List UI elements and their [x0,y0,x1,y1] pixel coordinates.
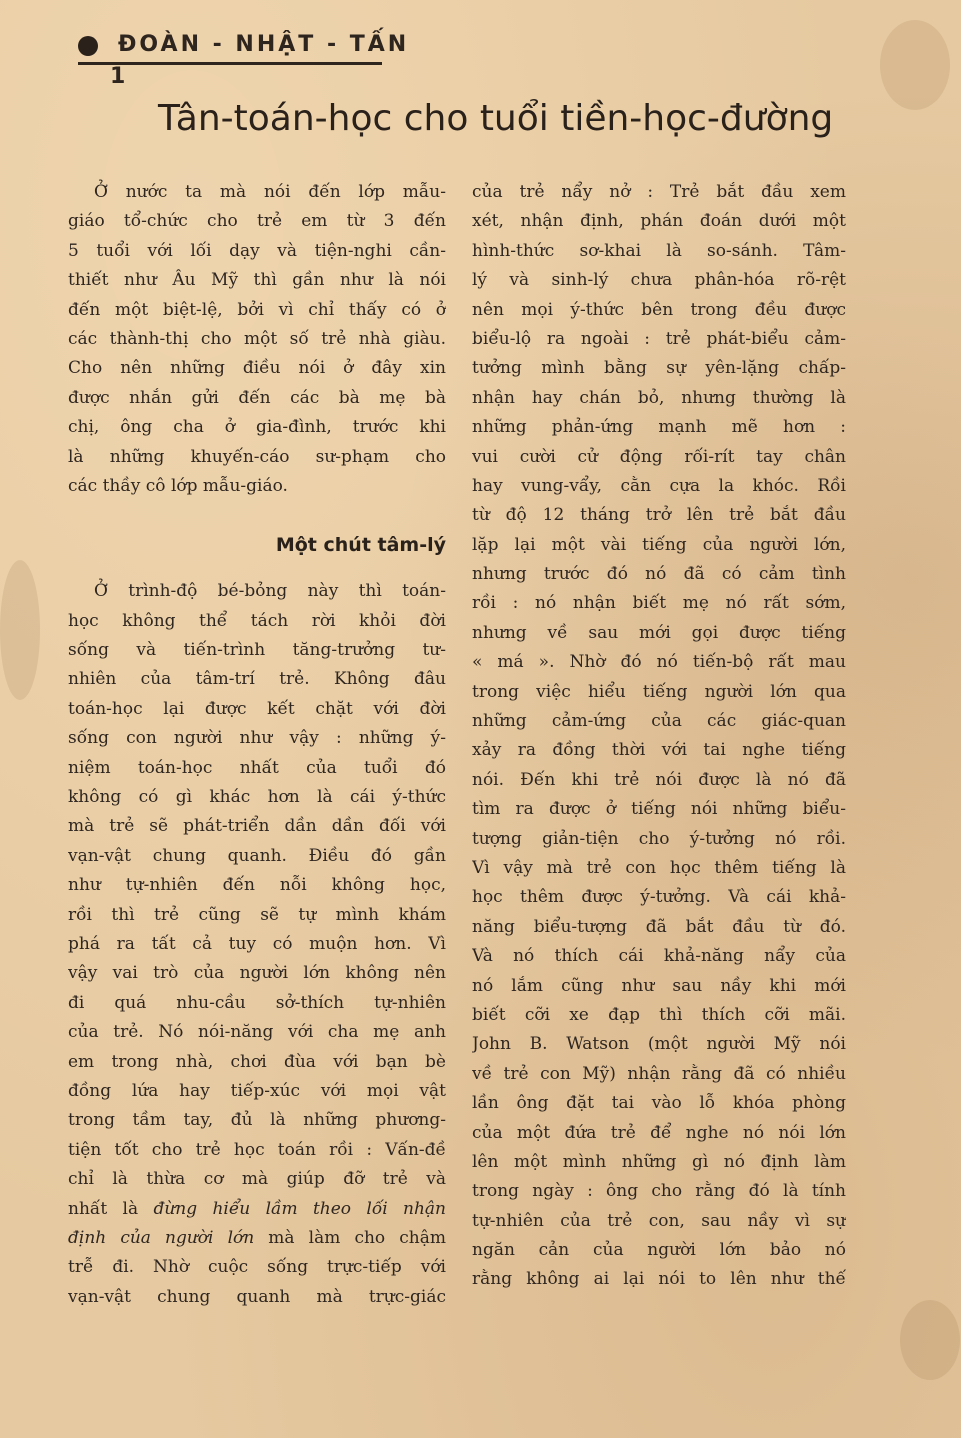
paper-stain [900,1300,960,1380]
text-line: các thành-thị cho một số trẻ nhà giàu. [68,328,446,349]
text-line: vạn-vật chung quanh mà trực-giác [68,1286,446,1307]
text-line: nói. Đến khi trẻ nói được là nó đã [472,769,846,790]
text-line: vậy vai trò của người lớn không nên [68,963,446,984]
author-name: ĐOÀN - NHẬT - TẤN [118,32,410,57]
text-line: ngăn cản của người lớn bảo nó [472,1240,846,1261]
text-line: lặp lại một vài tiếng của người lớn, [472,534,846,555]
text-line: biết cỡi xe đạp thì thích cỡi mãi. [472,1004,846,1025]
text-line: những cảm-ứng của các giác-quan [472,711,846,732]
paper-stain [0,560,40,700]
left-column [68,178,446,1312]
text-line: nhận hay chán bỏ, nhưng thường là [472,387,846,408]
text-line: sống và tiến-trình tăng-trưởng tư- [68,640,446,661]
text-line: « má ». Nhờ đó nó tiến-bộ rất mau [472,652,846,673]
text-line: trong tầm tay, đủ là những phương- [68,1110,446,1131]
text-line: đến một biệt-lệ, bởi vì chỉ thấy có ở [68,299,446,320]
text-line: Cho nên những điều nói ở đây xin [68,358,446,379]
text-line: Và nó thích cái khả-năng nẩy của [472,946,846,967]
text-line: trong ngày : ông cho rằng đó là tính [472,1181,846,1202]
text-line: sống con người như vậy : những ý- [68,728,446,749]
text-line: thiết như Âu Mỹ thì gần như là nói [68,270,446,291]
text-line: không có gì khác hơn là cái ý-thức [68,787,446,808]
text-line: như tự-nhiên đến nỗi không học, [68,875,446,896]
text-line: tượng giản-tiện cho ý-tưởng nó rồi. [472,828,846,849]
italic-span: đừng hiểu lầm theo lối nhận [153,1198,446,1219]
text-line: nhưng về sau mới gọi được tiếng [472,622,846,643]
text-line: tiện tốt cho trẻ học toán rồi : Vấn-đề [68,1139,446,1160]
text-line [68,1224,446,1253]
text-line: là những khuyến-cáo sư-phạm cho [68,446,446,467]
bullet-icon [78,36,98,56]
text-line: Vì vậy mà trẻ con học thêm tiếng là [472,857,846,878]
text-line: được nhắn gửi đến các bà mẹ bà [68,387,446,408]
text-line: em trong nhà, chơi đùa với bạn bè [68,1051,446,1072]
text-line: rằng không ai lại nói to lên như thế [472,1269,846,1290]
paper-stain [880,20,950,110]
text-line [68,1195,446,1224]
text-line: lên một mình những gì nó định làm [472,1151,846,1172]
text-line: những phản-ứng mạnh mẽ hơn : [472,417,846,438]
text-line: học thêm được ý-tưởng. Và cái khả- [472,887,846,908]
text-line: rồi : nó nhận biết mẹ nó rất sớm, [472,593,846,614]
text-line: trong việc hiểu tiếng người lớn qua [472,681,846,702]
text-line: các thầy cô lớp mẫu-giáo. [68,475,288,496]
text-line: John B. Watson (một người Mỹ nói [472,1034,846,1055]
text-line: nhưng trước đó nó đã có cảm tình [472,564,846,585]
text-line: phá ra tất cả tuy có muộn hơn. Vì [68,933,446,954]
text-line: của trẻ nẩy nở : Trẻ bắt đầu xem [472,182,846,202]
page-number: 1 [110,64,126,89]
text-line: niệm toán-học nhất của tuổi đó [68,757,446,778]
text-line: tưởng mình bằng sự yên-lặng chấp- [472,358,846,379]
section-subheading: Một chút tâm-lý [275,534,446,557]
text-line: toán-học lại được kết chặt với đời [68,698,446,719]
text-line: hình-thức sơ-khai là so-sánh. Tâm- [472,240,846,261]
text-line: lý và sinh-lý chưa phân-hóa rõ-rệt [472,270,846,291]
text-line: học không thể tách rời khỏi đời [68,610,446,631]
text-line: chị, ông cha ở gia-đình, trước khi [68,417,446,438]
text-line: năng biểu-tượng đã bắt đầu từ đó. [472,916,846,937]
text-line: trễ đi. Nhờ cuộc sống trực-tiếp với [68,1257,446,1278]
text-line: nên mọi ý-thức bên trong đều được [472,299,846,320]
text-line: tự-nhiên của trẻ con, sau nầy vì sự [472,1210,846,1231]
text-line: mà trẻ sẽ phát-triển dần dần đối với [68,816,446,837]
text-line: xét, nhận định, phán đoán dưới một [472,211,846,232]
text-line: của một đứa trẻ để nghe nó nói lớn [472,1122,846,1143]
text-line: giáo tổ-chức cho trẻ em từ 3 đến [68,211,446,232]
text-span: nhất là [68,1198,154,1219]
text-line: của trẻ. Nó nói-năng với cha mẹ anh [68,1022,446,1043]
text-span: mà làm cho chậm [254,1227,446,1248]
text-line: rồi thì trẻ cũng sẽ tự mình khám [68,904,446,925]
text-line: Ở nước ta mà nói đến lớp mẫu- [94,182,446,202]
text-line: nhiên của tâm-trí trẻ. Không đâu [68,669,446,690]
text-line: biểu-lộ ra ngoài : trẻ phát-biểu cảm- [472,328,846,349]
text-line: xảy ra đồng thời với tai nghe tiếng [472,740,846,761]
text-line: nó lắm cũng như sau nầy khi mới [472,975,846,996]
text-line: từ độ 12 tháng trở lên trẻ bắt đầu [472,505,846,526]
text-line: về trẻ con Mỹ) nhận rằng đã có nhiều [472,1063,846,1084]
text-line: hay vung-vẩy, cằn cựa la khóc. Rồi [472,475,846,496]
text-line: vui cười cử động rối-rít tay chân [472,446,846,467]
text-line: đi quá nhu-cầu sở-thích tự-nhiên [68,992,446,1013]
text-line: đồng lứa hay tiếp-xúc với mọi vật [68,1080,446,1101]
text-line: tìm ra được ở tiếng nói những biểu- [472,799,846,820]
text-line: lần ông đặt tai vào lỗ khóa phòng [472,1093,846,1114]
text-line: Ở trình-độ bé-bỏng này thì toán- [94,581,446,602]
italic-span: định của người lớn [68,1227,255,1248]
right-column [472,178,846,1295]
article-title: Tân-toán-học cho tuổi tiền-học-đường [158,98,834,139]
text-line: chỉ là thừa cơ mà giúp đỡ trẻ và [68,1169,446,1190]
text-line: 5 tuổi với lối dạy và tiện-nghi cần- [68,240,446,261]
text-line: vạn-vật chung quanh. Điều đó gần [68,845,446,866]
